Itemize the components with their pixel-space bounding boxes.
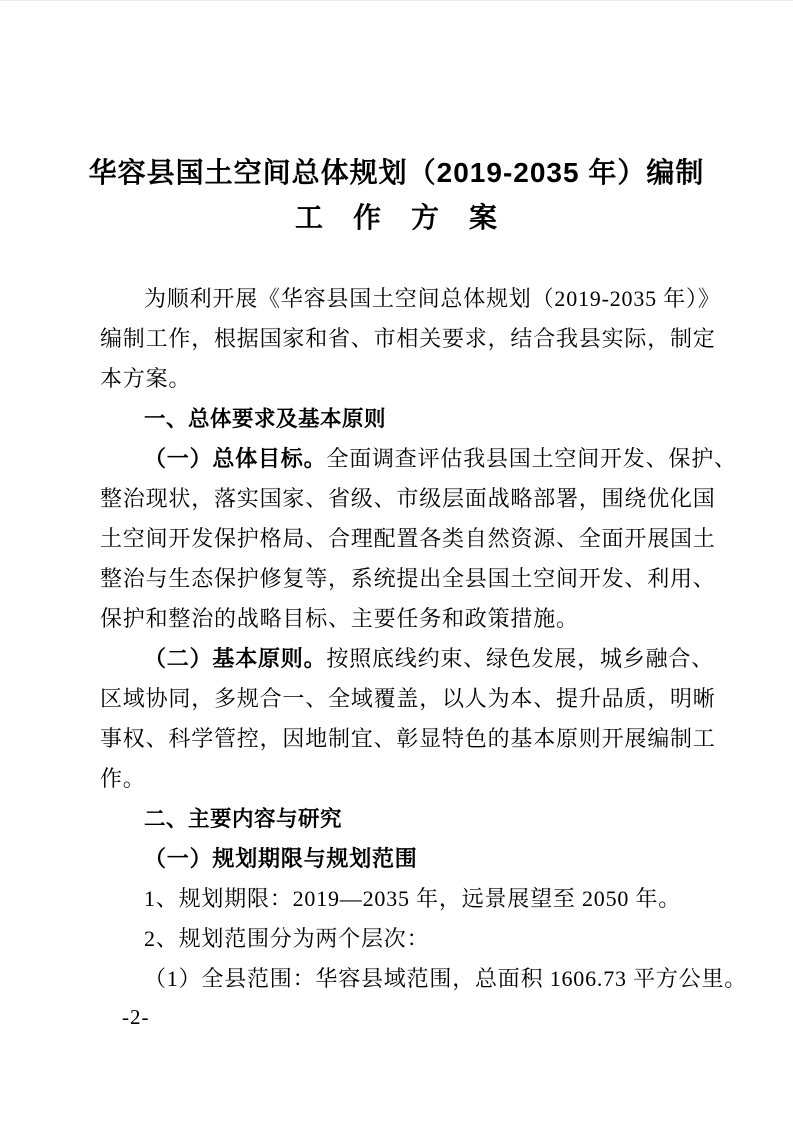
- section-heading: [100, 399, 696, 439]
- paragraph-text: 按照底线约束、绿色发展，城乡融合、: [326, 646, 715, 671]
- paragraph-line: [100, 679, 716, 719]
- page-number: -2-: [122, 1005, 150, 1029]
- list-item-text: 2、规划范围分为两个层次：: [144, 926, 430, 951]
- paragraph-text: 整治现状，落实国家、省级、市级层面战略部署，围绕优化国: [100, 486, 716, 511]
- paragraph-lead-bold: （一）总体目标。: [144, 446, 327, 471]
- paragraph-line: [100, 759, 696, 799]
- paragraph-line: [100, 279, 721, 319]
- paragraph-text: 保护和整治的战略目标、主要任务和政策措施。: [100, 606, 579, 631]
- paragraph-line: [100, 639, 715, 679]
- list-item-text: （1）全县范围：华容县域范围，总面积 1606.73 平方公里。: [144, 966, 748, 991]
- paragraph-text: 为顺利开展《华容县国土空间总体规划（2019-2035 年）》: [144, 286, 721, 311]
- list-item-line: [100, 879, 696, 919]
- paragraph-text: 作。: [100, 766, 146, 791]
- paragraph-line: [100, 319, 716, 359]
- document-title-line-2: 工 作 方 案: [294, 202, 498, 233]
- paragraph-line: [100, 479, 716, 519]
- paragraph-line: [100, 599, 696, 639]
- list-item-line: [100, 959, 748, 999]
- paragraph-text: 本方案。: [100, 366, 192, 391]
- paragraph-text: 整治与生态保护修复等，系统提出全县国土空间开发、利用、: [100, 566, 716, 591]
- subsection-heading-text: （一）规划期限与规划范围: [144, 846, 418, 871]
- paragraph-text: 全面调查评估我县国土空间开发、保护、: [326, 446, 737, 471]
- document-title: [0, 150, 793, 240]
- paragraph-line: [100, 439, 737, 479]
- paragraph-text: 事权、科学管控，因地制宜、彰显特色的基本原则开展编制工: [100, 726, 716, 751]
- paragraph-text: 土空间开发保护格局、合理配置各类自然资源、全面开展国土: [100, 526, 716, 551]
- paragraph-line: [100, 559, 716, 599]
- list-item-line: [100, 919, 696, 959]
- section-heading-text: 一、总体要求及基本原则: [144, 407, 387, 431]
- paragraph-line: [100, 359, 696, 399]
- paragraph-line: [100, 519, 716, 559]
- list-item-text: 1、规划期限：2019—2035 年，远景展望至 2050 年。: [144, 886, 682, 911]
- document-title-line-1: 华容县国土空间总体规划（2019-2035 年）编制: [88, 157, 705, 188]
- subsection-heading: [100, 839, 696, 879]
- paragraph-text: 编制工作，根据国家和省、市相关要求，结合我县实际，制定: [100, 326, 716, 351]
- section-heading: [100, 799, 696, 839]
- paragraph-lead-bold: （二）基本原则。: [144, 646, 327, 671]
- paragraph-line: [100, 719, 716, 759]
- section-heading-text: 二、主要内容与研究: [144, 807, 343, 831]
- document-body: [100, 279, 748, 999]
- paragraph-text: 区域协同，多规合一、全域覆盖，以人为本、提升品质，明晰: [100, 686, 716, 711]
